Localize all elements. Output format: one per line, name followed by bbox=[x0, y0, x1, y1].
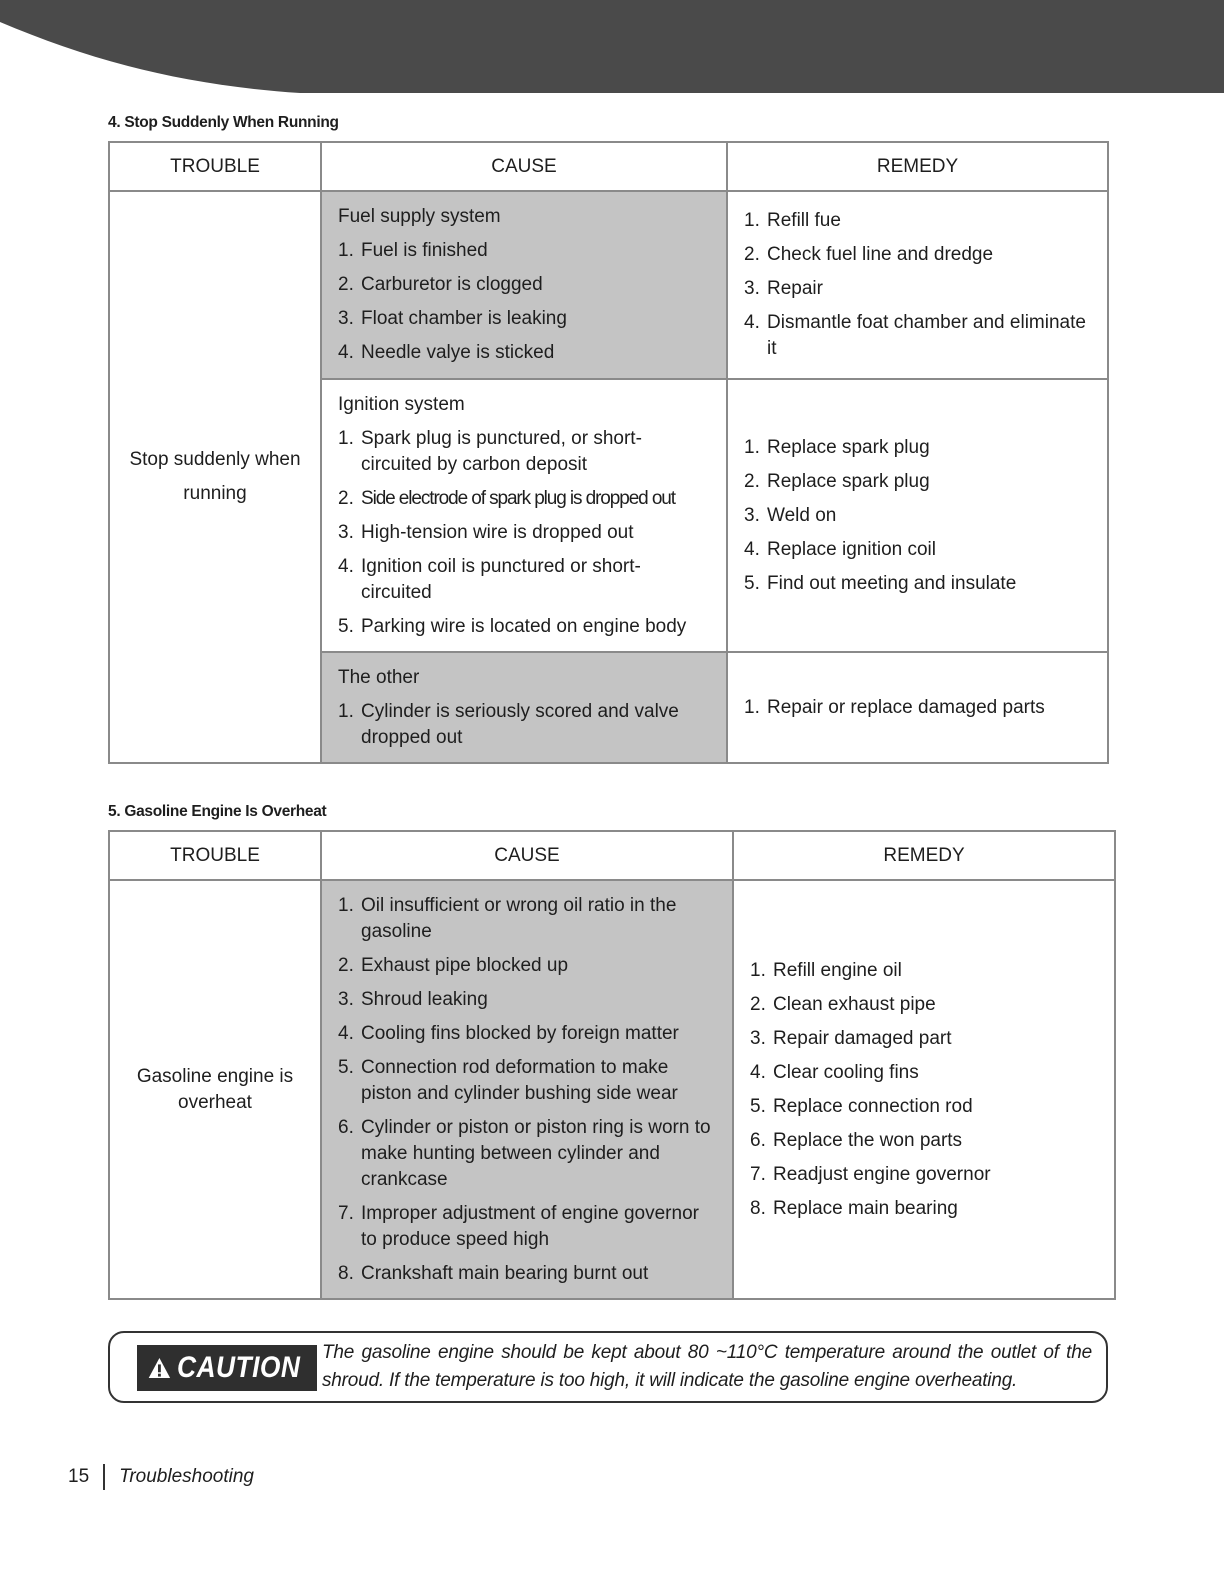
cause-group-ignition bbox=[321, 379, 727, 652]
caution-badge bbox=[137, 1345, 317, 1391]
list-item: 8. Replace main bearing bbox=[750, 1197, 958, 1219]
table-row bbox=[109, 191, 1108, 379]
list-item: 5. Connection rod deformation to make piston and cylinder bushing side wear bbox=[338, 1056, 678, 1104]
list-item: 1. Fuel is finished bbox=[338, 240, 488, 261]
page-number: 15 bbox=[68, 1466, 90, 1487]
header-band bbox=[0, 0, 1224, 95]
remedy-list bbox=[750, 958, 1098, 1222]
caution-box bbox=[108, 1331, 1108, 1403]
list-item: 4. Ignition coil is punctured or short-circuited bbox=[338, 555, 641, 603]
section-heading-stop-suddenly: 4. Stop Suddenly When Running bbox=[108, 114, 339, 131]
list-item: 2. Side electrode of spark plug is dropped out bbox=[338, 487, 675, 509]
remedy-group-ignition bbox=[727, 379, 1108, 652]
list-item: 4. Needle valye is sticked bbox=[338, 342, 555, 363]
page-footer bbox=[68, 1464, 254, 1490]
cause-group-title: Fuel supply system bbox=[338, 206, 501, 227]
cause-header: CAUSE bbox=[321, 142, 727, 191]
remedy-list bbox=[744, 695, 1091, 721]
table-row bbox=[109, 880, 1115, 1299]
warning-triangle-icon bbox=[148, 1353, 171, 1383]
list-item: 7. Readjust engine governor bbox=[750, 1163, 991, 1185]
list-item: 2. Clean exhaust pipe bbox=[750, 993, 936, 1015]
list-item: 8. Crankshaft main bearing burnt out bbox=[338, 1262, 649, 1284]
remedy-group-fuel bbox=[727, 191, 1108, 379]
list-item: 3. High-tension wire is dropped out bbox=[338, 521, 634, 543]
cause-group-title: The other bbox=[338, 666, 420, 688]
remedy-header: REMEDY bbox=[727, 142, 1108, 191]
list-item: 3. Repair damaged part bbox=[750, 1027, 952, 1049]
trouble-header: TROUBLE bbox=[109, 142, 321, 191]
list-item: 2. Exhaust pipe blocked up bbox=[338, 954, 569, 976]
cause-header: CAUSE bbox=[321, 831, 733, 880]
footer-divider bbox=[103, 1464, 105, 1490]
list-item: 2. Replace spark plug bbox=[744, 470, 930, 492]
list-item: 3. Repair bbox=[744, 278, 823, 299]
remedy-group-other bbox=[727, 652, 1108, 763]
cause-cell bbox=[321, 880, 733, 1299]
caution-label: CAUTION bbox=[176, 1351, 301, 1384]
remedy-header: REMEDY bbox=[733, 831, 1115, 880]
troubleshooting-table-stop-suddenly bbox=[108, 141, 1109, 764]
table-header-row bbox=[109, 142, 1108, 191]
cause-list bbox=[338, 426, 710, 640]
list-item: 2. Carburetor is clogged bbox=[338, 274, 543, 295]
list-item: 1. Refill fue bbox=[744, 210, 841, 231]
troubleshooting-table-overheat bbox=[108, 830, 1116, 1300]
list-item: 1. Cylinder is seriously scored and valve dropped out bbox=[338, 700, 679, 748]
footer-section-name: Troubleshooting bbox=[119, 1466, 254, 1487]
list-item: 7. Improper adjustment of engine governor to produce speed high bbox=[338, 1202, 699, 1250]
list-item: 1. Oil insufficient or wrong oil ratio in the gasoline bbox=[338, 894, 677, 942]
list-item: 3. Weld on bbox=[744, 504, 837, 526]
cause-group-other bbox=[321, 652, 727, 763]
list-item: 1. Replace spark plug bbox=[744, 436, 930, 458]
list-item: 1. Repair or replace damaged parts bbox=[744, 696, 1045, 718]
remedy-cell bbox=[733, 880, 1115, 1299]
list-item: 5. Parking wire is located on engine body bbox=[338, 615, 687, 637]
table-header-row bbox=[109, 831, 1115, 880]
list-item: 4. Clear cooling fins bbox=[750, 1061, 919, 1083]
list-item: 1. Spark plug is punctured, or short-circuited by carbon deposit bbox=[338, 427, 642, 475]
list-item: 3. Float chamber is leaking bbox=[338, 308, 567, 329]
trouble-description: Stop suddenly when running bbox=[109, 191, 321, 763]
caution-text: The gasoline engine should be kept about 80 ~110°C temperature around the outlet of the shroud. If the temperature is too high, it will indicate the gasoline engine overheating. bbox=[322, 1342, 1092, 1391]
cause-group-fuel bbox=[321, 191, 727, 379]
cause-group-title: Ignition system bbox=[338, 393, 465, 415]
list-item: 5. Find out meeting and insulate bbox=[744, 572, 1017, 594]
trouble-description: Gasoline engine is overheat bbox=[109, 880, 321, 1299]
list-item: 5. Replace connection rod bbox=[750, 1095, 973, 1117]
cause-list bbox=[338, 893, 716, 1287]
section-heading-overheat: 5. Gasoline Engine Is Overheat bbox=[108, 803, 327, 820]
list-item: 3. Shroud leaking bbox=[338, 988, 488, 1010]
list-item: 4. Cooling fins blocked by foreign matter bbox=[338, 1022, 679, 1044]
list-item: 4. Replace ignition coil bbox=[744, 538, 936, 560]
list-item: 4. Dismantle foat chamber and eliminate it bbox=[744, 312, 1086, 359]
list-item: 1. Refill engine oil bbox=[750, 959, 902, 981]
trouble-header: TROUBLE bbox=[109, 831, 321, 880]
cause-list bbox=[338, 699, 710, 751]
list-item: 2. Check fuel line and dredge bbox=[744, 244, 994, 265]
list-item: 6. Cylinder or piston or piston ring is worn to make hunting between cylinder and crankcase bbox=[338, 1116, 711, 1190]
cause-list bbox=[338, 238, 710, 366]
remedy-list bbox=[744, 435, 1091, 597]
remedy-list bbox=[744, 208, 1091, 362]
list-item: 6. Replace the won parts bbox=[750, 1129, 963, 1151]
